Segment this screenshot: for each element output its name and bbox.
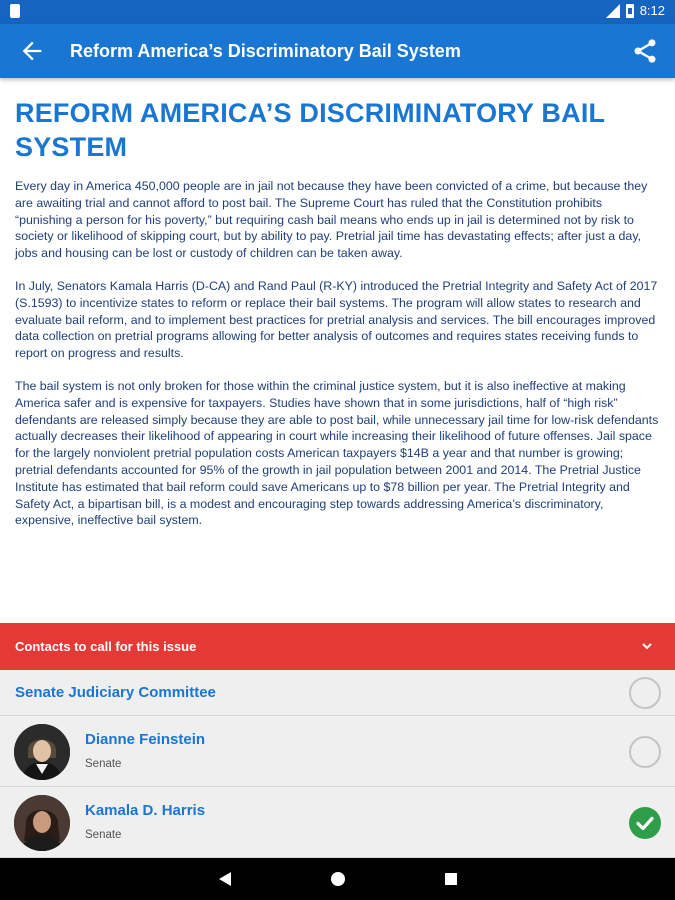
avatar	[14, 795, 70, 851]
triangle-back-icon[interactable]	[215, 869, 235, 889]
back-arrow-icon[interactable]	[18, 37, 46, 65]
share-icon[interactable]	[631, 37, 659, 65]
contact-role: Senate	[85, 758, 122, 770]
signal-icon	[606, 4, 620, 18]
contacts-header-label: Contacts to call for this issue	[15, 639, 197, 654]
article-paragraph: In July, Senators Kamala Harris (D-CA) and Rand Paul (R-KY) introduced the Pretrial Integrity and Safety Act of 2017 (S.1593) to incentivize states to reform or replace their bail systems. The program will allow states to research and evaluate bail reform, and to implement best practices for pretrial analysis and services. The bill encourages improved data collection on pretrial programs allowing for better analysis of outcomes and requires states receiving funds to report on progress and results.	[15, 278, 658, 361]
committee-status-circle-icon[interactable]	[629, 677, 661, 709]
committee-name: Senate Judiciary Committee	[15, 684, 216, 701]
check-icon	[629, 807, 661, 839]
article-content[interactable]	[0, 78, 675, 623]
avatar	[14, 724, 70, 780]
call-status-circle-icon[interactable]	[629, 736, 661, 768]
app-bar	[0, 24, 675, 78]
contact-role: Senate	[85, 829, 122, 841]
circle-home-icon[interactable]	[328, 869, 348, 889]
article-paragraph: Every day in America 450,000 people are in jail not because they have been convicted of a crime, but because they are awaiting trial and cannot afford to post bail. The Supreme Court has ruled that the Constitution prohibits “punishing a person for his poverty,” but requiring cash bail means who ends up in jail is determined not by risk to society or likelihood of skipping court, but by ability to pay. Pretrial jail time has devastating effects; after just a day, jobs and housing can be lost or custody of children can be taken away.	[15, 179, 648, 261]
battery-icon	[626, 4, 634, 18]
check-circle-icon[interactable]	[629, 807, 661, 839]
contact-name: Kamala D. Harris	[85, 802, 206, 819]
chevron-down-icon[interactable]	[641, 640, 653, 652]
contact-row-kamala-harris[interactable]	[0, 787, 675, 858]
article-headline: REFORM AMERICA’S DISCRIMINATORY BAIL SYSTEM	[15, 98, 605, 162]
notification-icon	[10, 4, 20, 18]
status-bar	[0, 0, 675, 24]
system-navigation-bar	[0, 858, 675, 900]
status-time: 8:12	[639, 3, 665, 18]
contact-name: Dianne Feinstein	[85, 731, 206, 748]
contacts-header[interactable]	[0, 623, 675, 670]
contact-row-dianne-feinstein[interactable]	[0, 716, 675, 787]
square-recents-icon[interactable]	[441, 869, 461, 889]
article-paragraph: The bail system is not only broken for those within the criminal justice system, but it is also ineffective at making America safer and is expensive for taxpayers. Studies have shown that in some jurisdictions, half of “high risk” defendants are released simply because they are able to post bail, while unnecessary jail time for low-risk defendants actually decreases their likelihood of appearing in court while increasing their likelihood of future offenses. Jail space for the largely nonviolent pretrial population costs American taxpayers $14B a year and that number is growing; pretrial defendants accounted for 95% of the growth in jail population between 2001 and 2014. The Pretrial Justice Institute has estimated that bail reform could save Americans up to $78 billion per year. The Pretrial Integrity and Safety Act, a bipartisan bill, is a modest and encouraging step towards addressing America’s discriminatory, expensive, ineffective bail system.	[15, 378, 659, 528]
committee-row[interactable]	[0, 670, 675, 716]
status-icons	[606, 3, 665, 18]
app-bar-title: Reform America’s Discriminatory Bail System	[70, 41, 461, 61]
person-photo-icon	[14, 795, 70, 851]
person-photo-icon	[14, 724, 70, 780]
